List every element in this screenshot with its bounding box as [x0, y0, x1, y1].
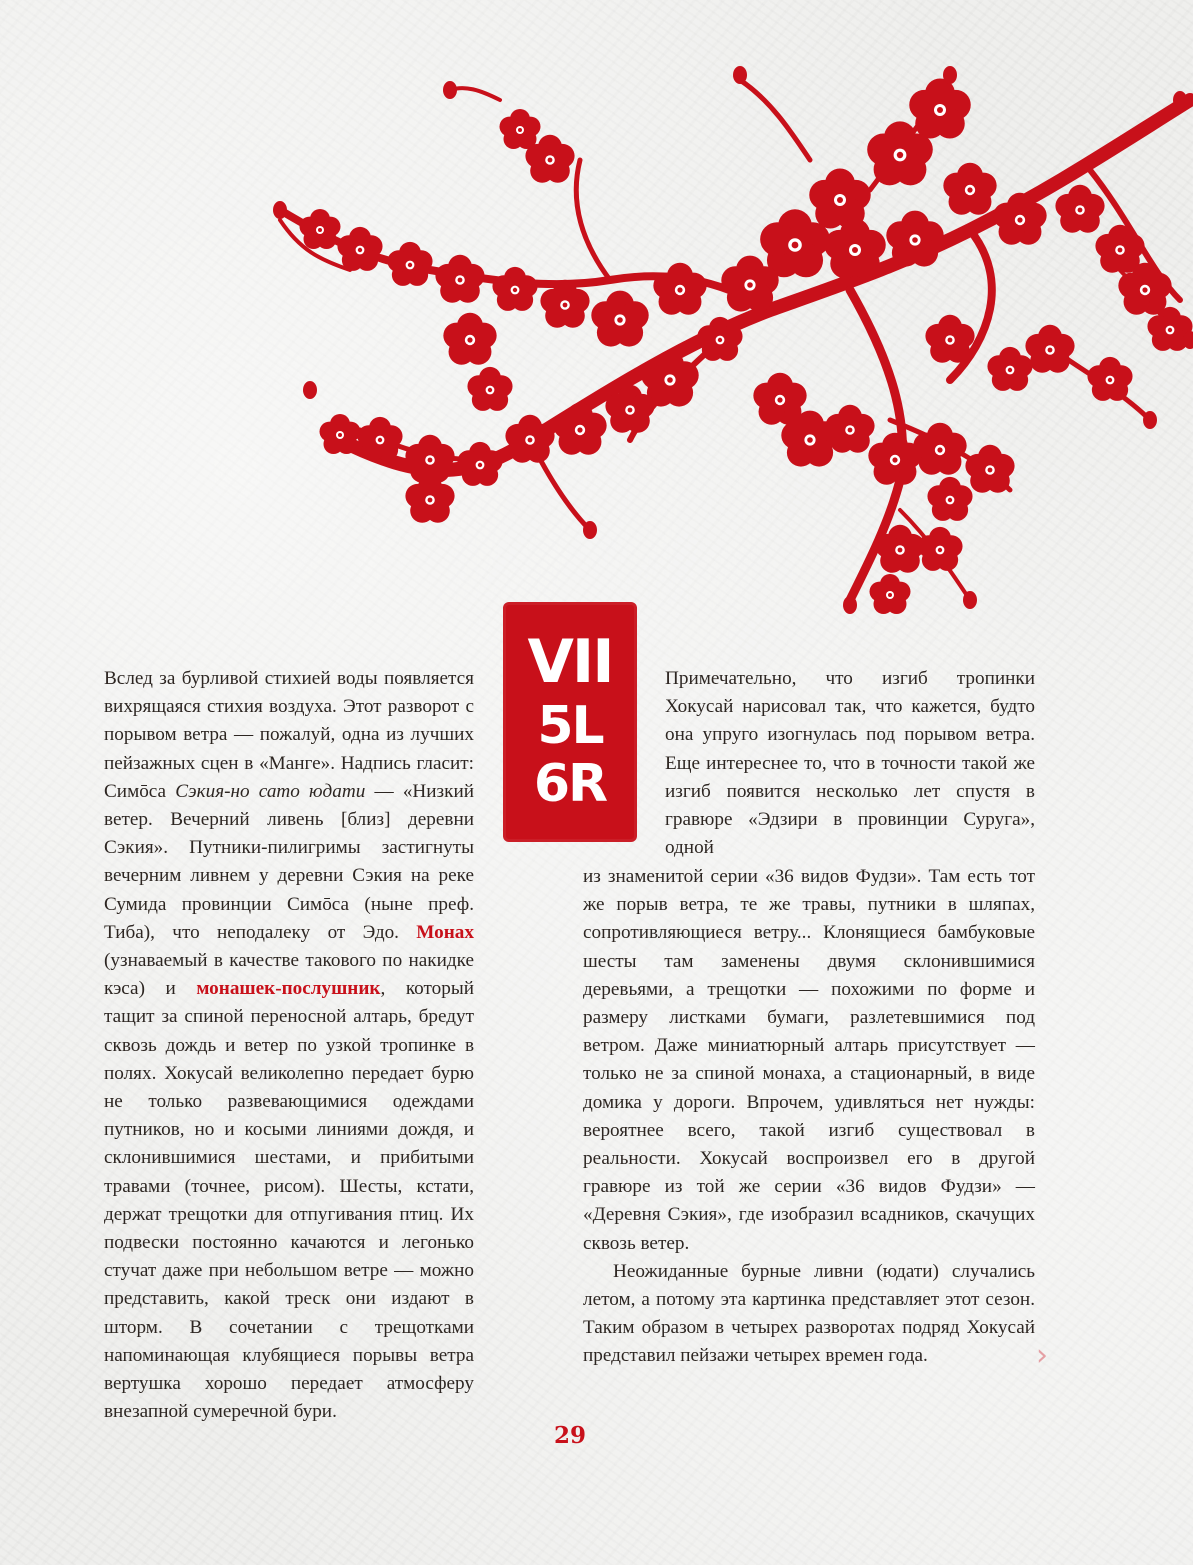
novice-monk-link[interactable]: монашек-послушник	[196, 978, 381, 1000]
right-paragraph-2: Неожиданные бурные ливни (юдати) случались летом, а потому эта картинка представляет этот сезон. Таким образом в четырех разворотах подряд Хокусай представил пейзажи четырех времен года.	[583, 1260, 1035, 1367]
italic-title: Сэкия-но сато юдати	[175, 780, 366, 802]
next-page-arrow-icon[interactable]: ›	[1036, 1338, 1048, 1373]
red-seal-stamp	[503, 602, 637, 842]
left-column	[104, 665, 474, 1426]
right-paragraph-1: из знаменитой серии «36 видов Фудзи». Там есть тот же порыв ветра, те же травы, путники в шляпах, сопротивляющиеся ветру... Клонящиеся бамбуковые шесты там заменены двумя склонившимися деревьями, а трещотки — похожими по форме и размеру листками бумаги, разлетевшимися под ветром. Даже миниатюрный алтарь присутствует — только не за спиной монаха, а стационарный, в виде домика у дороги. Впрочем, удивляться нет нужды: вероятнее всего, такой изгиб существовал в реальности. Хокусай воспроизвел его в другой гравюре из той же серии «36 видов Фудзи» — «Деревня Сэкия», где изобразил всадников, скачущих сквозь ветер.	[583, 866, 1035, 1254]
seal-line-1: VII	[527, 627, 613, 697]
text-run: — «Низкий ветер. Вечерний ливень [близ] деревни Сэкия». Путники-пилигримы застигнуты вечерним ливнем у деревни Сэкия на реке Сумида провинции Симōса (ныне преф. Тиба), что неподалеку от Эдо.	[104, 780, 474, 943]
seal-line-3: 6R	[533, 754, 607, 814]
left-paragraph	[104, 665, 474, 1426]
right-column	[583, 863, 1035, 1371]
text-run: Вслед за бурливой стихией воды появляется вихрящаяся стихия воздуха. Этот разворот с порывом ветра — пожалуй, одна из лучших пейзажных сцен в «Манге». Надпись гласит: Симōса	[104, 668, 474, 802]
monk-link[interactable]: Монах	[416, 921, 474, 943]
text-run: , который тащит за спиной переносной алтарь, бредут сквозь дождь и ветер по узкой тропинке в полях. Хокусай великолепно передает бурю не только развевающимися одеждами путников, но и косыми линиями дождя, и склонившимися шестами, и прибитыми травами (точнее, рисом). Шесты, кстати, держат трещотки для отпугивания птиц. Их подвески постоянно качаются и легонько стучат даже при небольшом ветре — можно представить, какой треск они издают в шторм. В сочетании с трещотками напоминающая клубящиеся порывы ветра вертушка хорошо передает атмосферу внезапной сумеречной бури.	[104, 978, 474, 1423]
plum-blossom-branch-icon	[250, 40, 1193, 630]
page-number: 29	[553, 1422, 586, 1449]
text-run: (узнаваемый в качестве такового по накидке кэса) и	[104, 950, 474, 1000]
right-paragraph-top: Примечательно, что изгиб тропинки Хокусай нарисовал так, что кажется, будто она упруго изогнулась под порывом ветра. Еще интереснее то, что в точности такой же изгиб появится несколько лет спустя в гравюре «Эдзири в провинции Суруга», одной	[665, 668, 1035, 859]
right-column-top	[665, 665, 1035, 862]
seal-line-2: 5L	[537, 696, 603, 756]
